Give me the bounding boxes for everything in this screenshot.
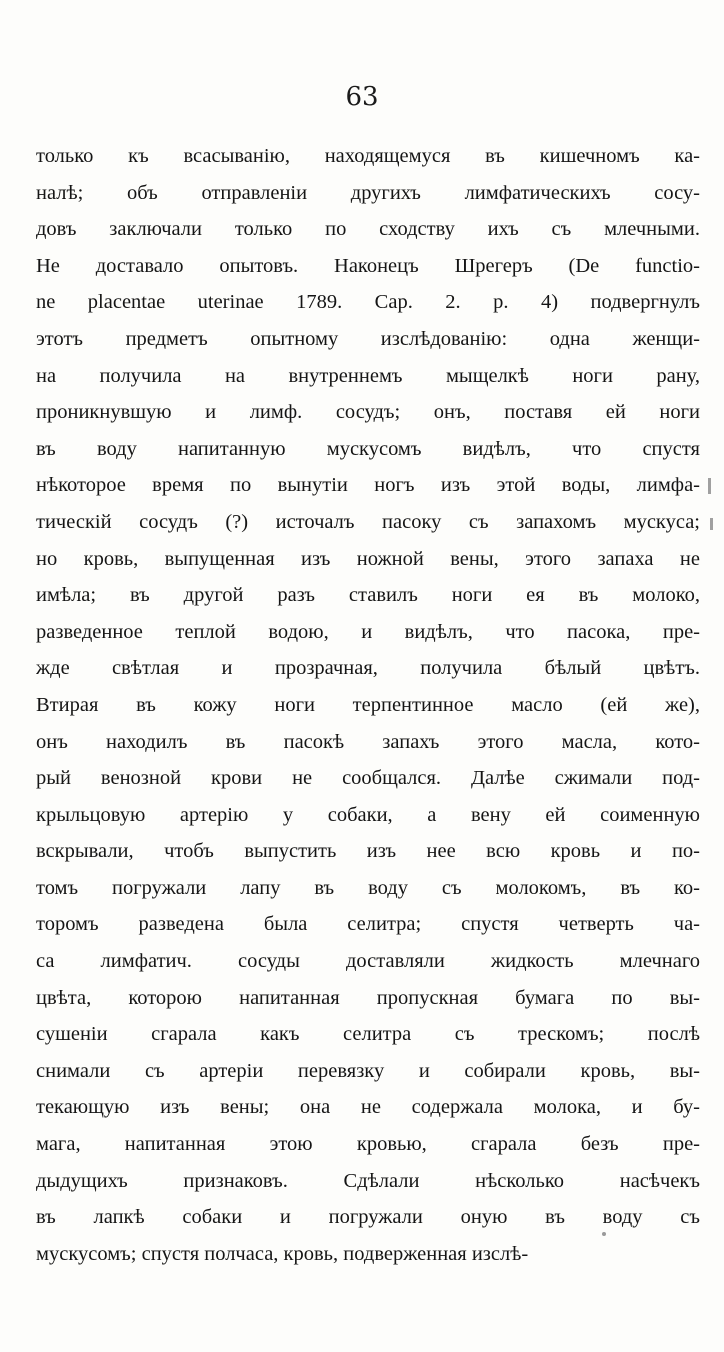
- text-line: проникнувшую и лимф. сосудъ; онъ, поставя ей ноги: [36, 401, 700, 424]
- text-line: Не доставало опытовъ. Наконецъ Шрегеръ (De functio-: [36, 254, 700, 277]
- text-line: только къ всасыванію, находящемуся въ кишечномъ ка-: [36, 145, 700, 167]
- text-line: текающую изъ вены; она не содержала молока, и бу-: [36, 1096, 700, 1119]
- text-line: нѣкоторое время по вынутіи ногъ изъ этой воды, лимфа-: [36, 474, 700, 497]
- text-line: жде свѣтлая и прозрачная, получила бѣлый цвѣтъ.: [36, 657, 700, 680]
- text-line: разведенное теплой водою, и видѣлъ, что пасока, пре-: [36, 620, 700, 643]
- margin-mark: [708, 478, 711, 494]
- text-line: въ воду напитанную мускусомъ видѣлъ, что спустя: [36, 437, 700, 460]
- margin-mark: [710, 518, 713, 530]
- text-line: имѣла; въ другой разъ ставилъ ноги ея въ молоко,: [36, 584, 700, 607]
- text-line: этотъ предметъ опытному изслѣдованію: одна женщи-: [36, 327, 700, 350]
- text-line: снимали съ артеріи перевязку и собирали кровь, вы-: [36, 1059, 700, 1082]
- body-text: [36, 138, 700, 1272]
- text-line: тическій сосудъ (?) источалъ пасоку съ запахомъ мускуса;: [36, 510, 700, 533]
- text-line: торомъ разведена была селитра; спустя четверть ча-: [36, 913, 700, 936]
- text-line: Втирая въ кожу ноги терпентинное масло (ей же),: [36, 693, 700, 716]
- text-line: въ лапкѣ собаки и погружали оную въ воду съ: [36, 1206, 700, 1229]
- text-line: онъ находилъ въ пасокѣ запахъ этого масла, кото-: [36, 730, 700, 753]
- text-line: мага, напитанная этою кровью, сгарала безъ пре-: [36, 1133, 700, 1156]
- text-line: ne placentae uterinae 1789. Cap. 2. p. 4) подвергнулъ: [36, 291, 700, 314]
- text-line: на получила на внутреннемъ мыщелкѣ ноги рану,: [36, 364, 700, 387]
- text-line: рый венозной крови не сообщался. Далѣе сжимали под-: [36, 767, 700, 790]
- page-number: 63: [345, 82, 379, 112]
- text-line: са лимфатич. сосуды доставляли жидкость млечнаго: [36, 950, 700, 973]
- text-line: налѣ; объ отправленіи другихъ лимфатическихъ сосу-: [36, 181, 700, 204]
- text-line: крыльцовую артерію у собаки, а вену ей соименную: [36, 803, 700, 826]
- text-line: дыдущихъ признаковъ. Сдѣлали нѣсколько насѣчекъ: [36, 1169, 700, 1192]
- text-line: томъ погружали лапу въ воду съ молокомъ, въ ко-: [36, 876, 700, 899]
- paper-speck: [602, 1232, 606, 1236]
- text-line: цвѣта, которою напитанная пропускная бумага по вы-: [36, 986, 700, 1009]
- text-line: довъ заключали только по сходству ихъ съ млечными.: [36, 218, 700, 241]
- text-line: но кровь, выпущенная изъ ножной вены, этого запаха не: [36, 547, 700, 570]
- text-line: вскрывали, чтобъ выпустить изъ нее всю кровь и по-: [36, 840, 700, 863]
- text-line: сушеніи сгарала какъ селитра съ трескомъ; послѣ: [36, 1023, 700, 1046]
- text-line-last: мускусомъ; спустя полчаса, кровь, подверженная изслѣ-: [36, 1242, 529, 1265]
